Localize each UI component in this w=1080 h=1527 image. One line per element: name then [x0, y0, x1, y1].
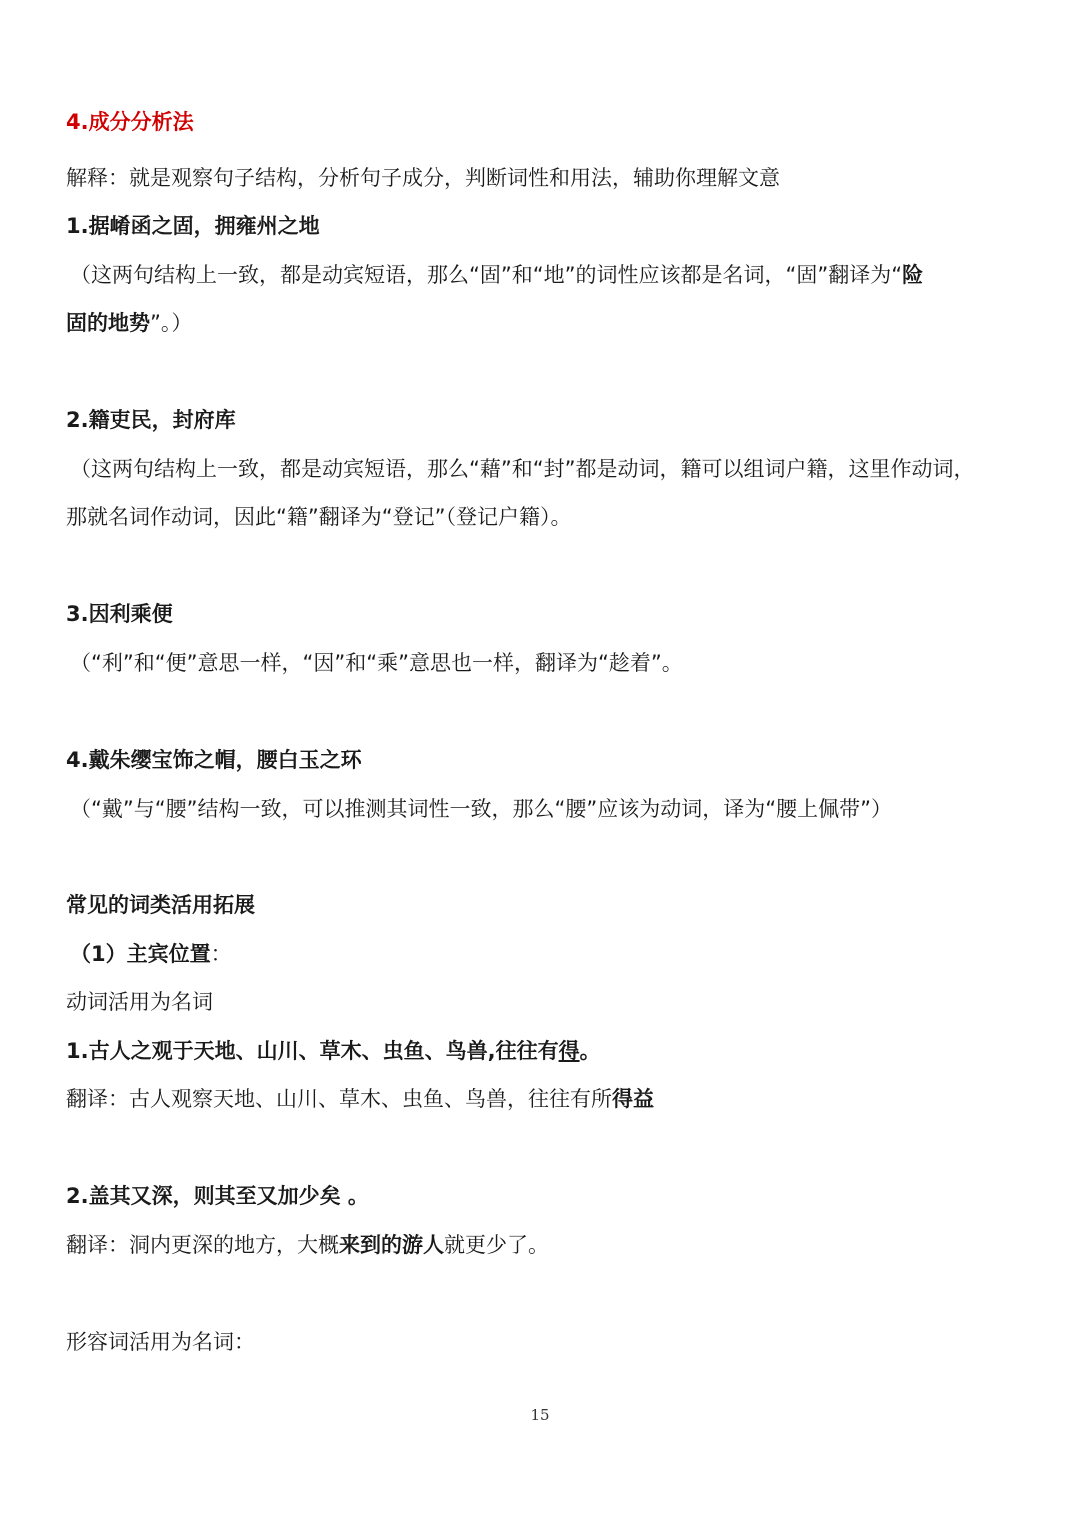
item-2-translation-post: 就更少了。 [444, 1233, 549, 1257]
item-1-sentence-main: 1.古人之观于天地、山川、草木、虫鱼、鸟兽,往往有 [66, 1039, 559, 1063]
example-2-sentence [66, 405, 1016, 435]
explanation-text: 解释：就是观察句子结构，分析句子成分，判断词性和用法，辅助你理解文意 [66, 166, 780, 190]
position-heading-colon: ： [210, 942, 232, 966]
item-1-translation-plain: 翻译：古人观察天地、山川、草木、虫鱼、鸟兽，往往有所 [66, 1087, 612, 1111]
example-1-sentence [66, 211, 1016, 241]
example-4-text: 4.戴朱缨宝饰之帽，腰白玉之环 [66, 748, 362, 772]
example-3-sentence [66, 599, 1016, 629]
example-1-note-line1 [70, 260, 1020, 290]
example-1-note-bold: 险 [902, 263, 924, 287]
item-1-translation [66, 1084, 1016, 1114]
example-4-note: （“戴”与“腰”结构一致，可以推测其词性一致，那么“腰”应该为动词，译为“腰上佩带”） [70, 797, 893, 821]
verb-as-noun-heading: 动词活用为名词 [66, 990, 213, 1014]
item-1-translation-bold: 得益 [612, 1087, 654, 1111]
example-1-note2-bold: 固的地势 [66, 311, 150, 335]
item-2-translation [66, 1230, 1016, 1260]
example-3-text: 3.因利乘便 [66, 602, 173, 626]
item-1-sentence-end: 。 [579, 1039, 601, 1063]
example-2-text: 2.籍吏民，封府库 [66, 408, 236, 432]
adj-as-noun-heading: 形容词活用为名词： [66, 1330, 255, 1354]
extension-title-text: 常见的词类活用拓展 [66, 893, 255, 917]
item-1-sentence [66, 1036, 1016, 1066]
example-2-note-line1: （这两句结构上一致，都是动宾短语，那么“藉”和“封”都是动词，籍可以组词户籍，这里作动词， [70, 457, 975, 481]
item-2-sentence [66, 1181, 1016, 1211]
extension-title [66, 890, 1016, 920]
example-4-sentence [66, 745, 1016, 775]
example-1-note-plain: （这两句结构上一致，都是动宾短语，那么“固”和“地”的词性应该都是名词，“固”翻译为“ [70, 263, 903, 287]
example-1-note2-plain: ”。） [150, 311, 193, 335]
example-1-note-line2 [66, 308, 1016, 338]
position-heading [70, 939, 1020, 969]
example-1-text: 1.据崤函之固，拥雍州之地 [66, 214, 320, 238]
item-2-translation-bold: 来到的游人 [339, 1233, 444, 1257]
example-2-note-line2: 那就名词作动词，因此“籍”翻译为“登记”（登记户籍）。 [66, 505, 572, 529]
page-number: 15 [530, 1406, 550, 1424]
section-title: 4.成分分析法 [66, 110, 194, 134]
position-heading-bold: （1）主宾位置 [70, 942, 211, 966]
item-2-translation-pre: 翻译：洞内更深的地方，大概 [66, 1233, 339, 1257]
item-1-keyword: 得 [558, 1039, 580, 1063]
example-3-note: （“利”和“便”意思一样，“因”和“乘”意思也一样，翻译为“趁着”。 [70, 651, 683, 675]
item-2-sentence-text: 2.盖其又深，则其至又加少矣 。 [66, 1184, 369, 1208]
